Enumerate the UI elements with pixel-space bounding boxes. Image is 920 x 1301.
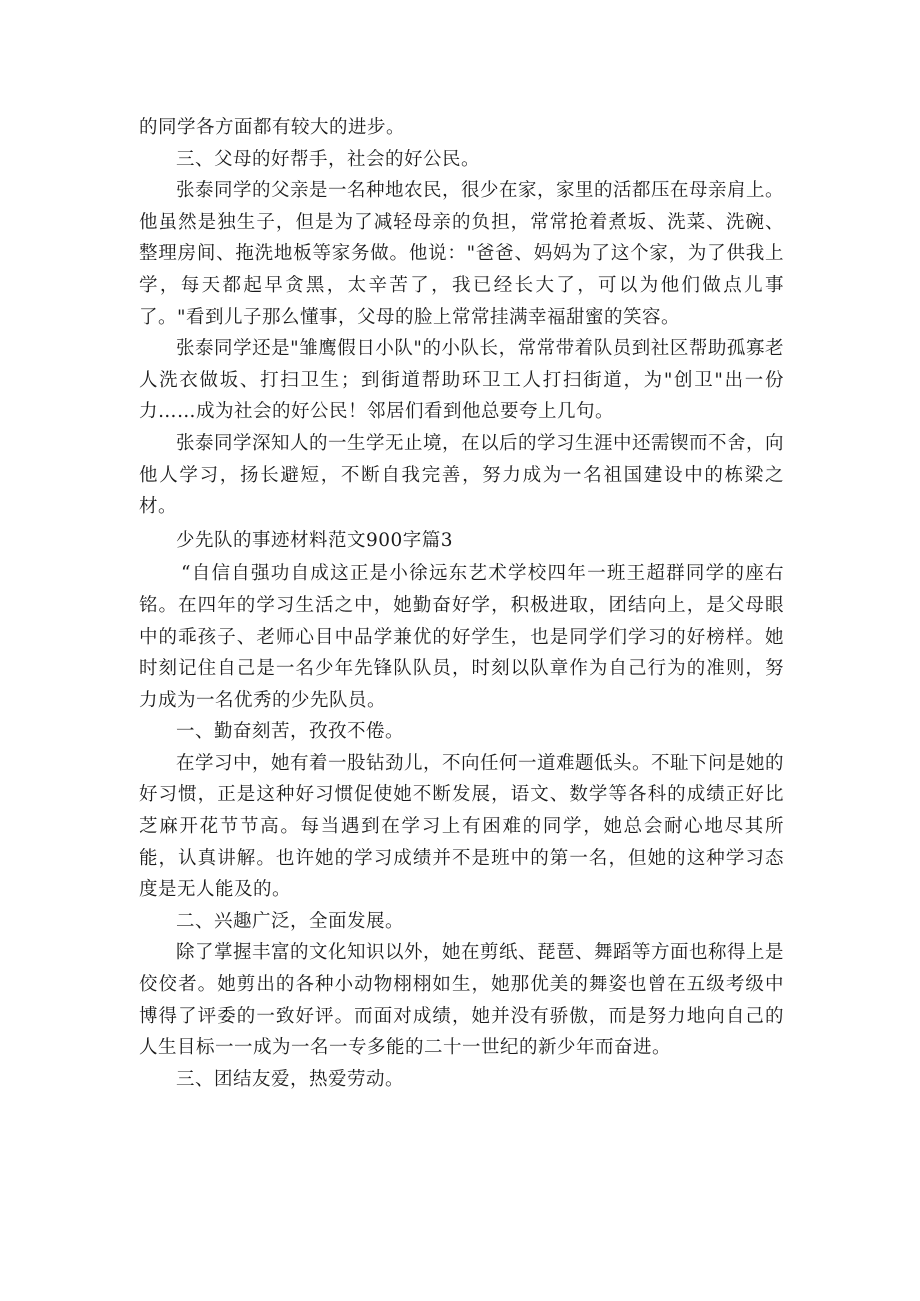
paragraph-lifelong-learning: 张泰同学深知人的一生学无止境，在以后的学习生涯中还需锲而不舍，向他人学习，扬长避短，不断自我完善，努力成为一名祖国建设中的栋梁之材。 <box>139 432 785 518</box>
section-heading-parents-helper: 三、父母的好帮手，社会的好公民。 <box>176 148 481 170</box>
paragraph-continuation: 的同学各方面都有较大的进步。 <box>139 117 406 138</box>
section-heading-diligent: 一、勤奋刻苦，孜孜不倦。 <box>176 721 405 743</box>
paragraph-study: 在学习中，她有着一股钻劲儿，不向任何一道难题低头。不耻下问是她的好习惯，正是这种好习惯促使她不断发展，语文、数学等各科的成绩正好比芝麻开花节节高。每当遇到在学习上有困难的同学，她总会耐心地尽其所能，认真讲解。也许她的学习成绩并不是班中的第一名，但她的这种学习态度是无人能及的。 <box>139 752 785 901</box>
section-heading-interests: 二、兴趣广泛，全面发展。 <box>176 910 405 932</box>
paragraph-team-leader: 张泰同学还是"雏鹰假日小队"的小队长，常常带着队员到社区帮助孤寡老人洗衣做坂、打扫卫生；到街道帮助环卫工人打扫街道，为"创卫"出一份力……成为社会的好公民！邻居们看到他总要夸上几句。 <box>139 338 784 423</box>
paragraph-father: 张泰同学的父亲是一名种地农民，很少在家，家里的活都压在母亲肩上。他虽然是独生子，但是为了减轻母亲的负担，常常抢着煮坂、洗菜、洗碗、整理房间、拖洗地板等家务做。他说："爸爸、妈妈为了这个家，为了供我上学，每天都起早贪黑，太辛苦了，我已经长大了，可以为他们做点儿事了。"看到儿子那么懂事，父母的脸上常常挂满幸福甜蜜的笑容。 <box>139 180 785 328</box>
document-body <box>139 112 784 1095</box>
article-heading: 少先队的事迹材料范文900字篇3 <box>176 529 454 551</box>
section-heading-unity: 三、团结友爱，热爱劳动。 <box>176 1068 405 1090</box>
paragraph-hobbies: 除了掌握丰富的文化知识以外，她在剪纸、琵琶、舞蹈等方面也称得上是佼佼者。她剪出的各种小动物栩栩如生，她那优美的舞姿也曾在五级考级中博得了评委的一致好评。而面对成绩，她并没有骄傲，而是努力地向自己的人生目标一一成为一名一专多能的二十一世纪的新少年而奋进。 <box>139 942 785 1059</box>
paragraph-motto: “自信自强功自成这正是小徐远东艺术学校四年一班王超群同学的座右铭。在四年的学习生活之中，她勤奋好学，积极进取，团结向上，是父母眼中的乖孩子、老师心目中品学兼优的好学生，也是同学们学习的好榜样。她时刻记住自己是一名少年先锋队队员，时刻以队章作为自己行为的准则，努力成为一名优秀的少先队员。 <box>139 563 784 711</box>
